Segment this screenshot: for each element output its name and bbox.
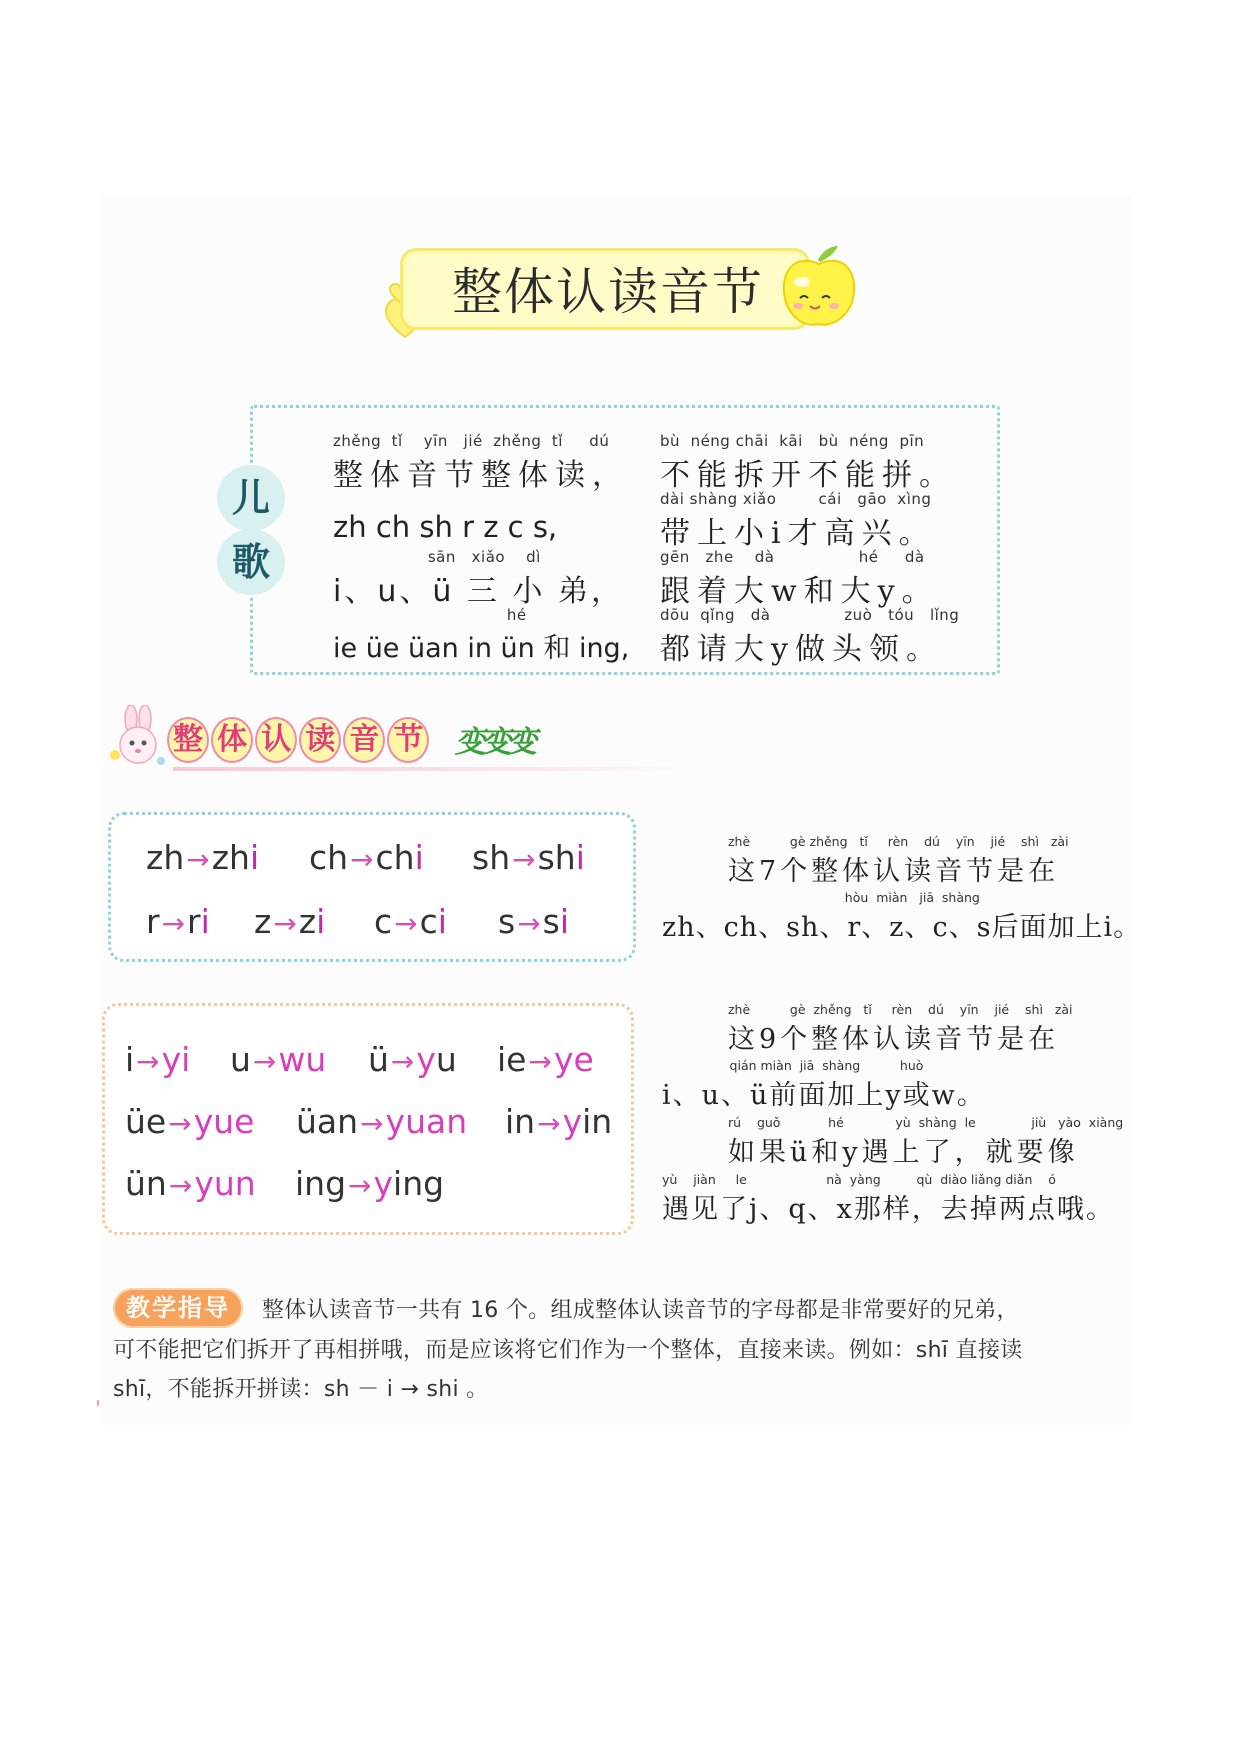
final: ing — [295, 1164, 347, 1203]
added-letter: y — [562, 1102, 583, 1141]
conversion-z — [254, 902, 325, 941]
rhyme-text: 整体音节整体读， — [333, 458, 629, 493]
final-part: ing — [393, 1164, 445, 1203]
conversion-ie — [497, 1040, 594, 1079]
initial: s — [498, 902, 516, 941]
initial: zh — [211, 838, 250, 877]
added-letter: i — [249, 838, 260, 877]
added-letter: y — [194, 1164, 214, 1203]
initial: zh — [146, 838, 185, 877]
initial: ch — [375, 838, 415, 877]
final: u — [230, 1040, 251, 1079]
pinyin: zhè gè zhěng tǐ rèn dú yīn jié shì zài — [728, 1002, 1073, 1017]
final-part: u — [305, 1040, 327, 1079]
final: üan — [296, 1102, 359, 1141]
final-part: ue — [213, 1102, 255, 1141]
conversion-ing — [295, 1164, 444, 1203]
initial: ch — [309, 838, 349, 877]
initial: r — [146, 902, 160, 941]
pinyin: dài shàng xiǎo cái gāo xìng — [660, 490, 932, 508]
rhyme-text: 跟着大w和大y。 — [660, 574, 939, 609]
final-part: in — [582, 1102, 613, 1141]
final: i — [125, 1040, 135, 1079]
initial: r — [187, 902, 201, 941]
final-part: e — [573, 1040, 594, 1079]
final-part: i — [181, 1040, 191, 1079]
final: ie — [497, 1040, 527, 1079]
pinyin: hé — [333, 606, 527, 624]
arrow-icon: → — [348, 1169, 372, 1202]
initial: sh — [472, 838, 511, 877]
section-title-char: 体 — [211, 717, 253, 763]
conversion-v — [368, 1040, 457, 1079]
arrow-icon: → — [360, 1107, 384, 1140]
pinyin: gēn zhe dà hé dà — [660, 548, 925, 566]
bunny-icon — [105, 705, 173, 773]
conversion-s — [498, 902, 569, 941]
conversion-in — [505, 1102, 612, 1141]
rhyme-text: zh ch sh r z c s, — [333, 510, 558, 544]
margin-mark — [97, 1400, 99, 1406]
final: in — [505, 1102, 536, 1141]
section-suffix: 变变变 — [455, 725, 533, 760]
rule-text: 这7个整体认读音节是在 — [728, 856, 1060, 887]
rhyme-label-char: 儿 — [217, 465, 285, 531]
section-title — [167, 717, 426, 767]
added-letter: y — [416, 1040, 436, 1079]
arrow-icon: → — [161, 907, 186, 940]
arrow-icon: → — [168, 1169, 193, 1202]
arrow-icon: → — [136, 1045, 160, 1078]
teaching-guide-badge: 教学指导 — [113, 1288, 243, 1328]
section-title-char: 节 — [387, 717, 429, 763]
arrow-icon: → — [512, 843, 536, 876]
conversion-van — [296, 1102, 467, 1141]
added-letter: i — [559, 902, 570, 941]
pinyin: zhěng tǐ yīn jié zhěng tǐ dú — [333, 432, 610, 450]
rule-text: 遇见了j、q、x那样，去掉两点哦。 — [662, 1194, 1115, 1225]
pinyin: sān xiǎo dì — [333, 548, 541, 566]
rhyme-text: ie üe üan in ün 和 ing, — [333, 633, 630, 664]
rule-text: i、u、ü前面加上y或w。 — [662, 1080, 986, 1111]
conversion-c — [374, 902, 447, 941]
arrow-icon: → — [168, 1107, 192, 1140]
initial: c — [374, 902, 393, 941]
added-letter: i — [575, 838, 585, 877]
guide-line-3: shī，不能拆开拼读：sh － i → shi 。 — [113, 1377, 489, 1402]
rhyme-label — [217, 465, 287, 595]
pinyin: zhè gè zhěng tǐ rèn dú yīn jié shì zài — [728, 834, 1069, 849]
arrow-icon: → — [394, 907, 418, 940]
pinyin: bù néng chāi kāi bù néng pīn — [660, 432, 925, 450]
section-header — [105, 705, 605, 775]
initial: z — [254, 902, 272, 941]
final: ü — [368, 1040, 389, 1079]
rule-text: zh、ch、sh、r、z、c、s后面加上i。 — [662, 912, 1142, 943]
pinyin: yù jiàn le nà yàng qù diào liǎng diǎn ó — [662, 1172, 1056, 1187]
arrow-icon: → — [517, 907, 541, 940]
pinyin: qián miàn jiā shàng huò — [662, 1058, 924, 1073]
section-title-char: 音 — [343, 717, 385, 763]
final-part: uan — [405, 1102, 468, 1141]
initial: s — [542, 902, 560, 941]
final-part: un — [213, 1164, 256, 1203]
arrow-icon: → — [252, 1045, 277, 1078]
added-letter: y — [193, 1102, 214, 1141]
arrow-icon: → — [350, 843, 374, 876]
conversion-r — [146, 902, 210, 941]
guide-line-2: 可不能把它们拆开了再相拼哦，而是应该将它们作为一个整体，直接来读。例如：shī 直接读 — [113, 1338, 1023, 1363]
arrow-icon: → — [528, 1045, 552, 1078]
section-underline — [173, 767, 693, 771]
initial: c — [419, 902, 438, 941]
added-letter: w — [278, 1040, 306, 1079]
conversion-zh — [146, 838, 259, 877]
conversion-i — [125, 1040, 190, 1079]
added-letter: i — [437, 902, 447, 941]
guide-line-1: 整体认读音节一共有 16 个。组成整体认读音节的字母都是非常要好的兄弟， — [262, 1298, 1019, 1323]
rhyme-text: 带上小i才高兴。 — [660, 516, 936, 551]
added-letter: y — [385, 1102, 406, 1141]
initial: sh — [537, 838, 576, 877]
conversion-u — [230, 1040, 326, 1079]
added-letter: y — [161, 1040, 182, 1079]
rule-text: 如果ü和y遇上了，就要像 — [728, 1137, 1079, 1168]
section-title-char: 认 — [255, 717, 297, 763]
arrow-icon: → — [273, 907, 297, 940]
added-letter: i — [414, 838, 424, 877]
arrow-icon: → — [186, 843, 210, 876]
final: üe — [125, 1102, 167, 1141]
added-letter: y — [553, 1040, 574, 1079]
rule-text: 这9个整体认读音节是在 — [728, 1024, 1060, 1055]
arrow-icon: → — [537, 1107, 561, 1140]
conversion-vn — [125, 1164, 256, 1203]
title-banner — [380, 242, 850, 342]
conversion-sh — [472, 838, 585, 877]
rhyme-text: 都请大y做头领。 — [660, 632, 943, 667]
page-title: 整体认读音节 — [452, 263, 764, 321]
arrow-icon: → — [390, 1045, 415, 1078]
conversion-ch — [309, 838, 424, 877]
pinyin: dōu qǐng dà zuò tóu lǐng — [660, 606, 960, 624]
added-letter: i — [316, 902, 326, 941]
initial: z — [298, 902, 317, 941]
final-part: u — [435, 1040, 457, 1079]
apple-icon — [778, 242, 860, 332]
rhyme-label-char: 歌 — [217, 529, 285, 595]
added-letter: y — [373, 1164, 394, 1203]
section-title-char: 读 — [299, 717, 341, 763]
added-letter: i — [200, 902, 210, 941]
page-sheet — [100, 195, 1130, 1425]
pinyin: hòu miàn jiā shàng — [662, 890, 980, 905]
rhyme-text: i、u、ü 三 小 弟， — [333, 574, 624, 609]
rhyme-text: 不能拆开不能拼。 — [660, 458, 956, 493]
final: ün — [125, 1164, 167, 1203]
title-box — [400, 248, 810, 330]
pinyin: rú guǒ hé yù shàng le jiù yào xiàng — [728, 1115, 1124, 1130]
conversion-ve — [125, 1102, 254, 1141]
section-title-char: 整 — [167, 717, 209, 763]
